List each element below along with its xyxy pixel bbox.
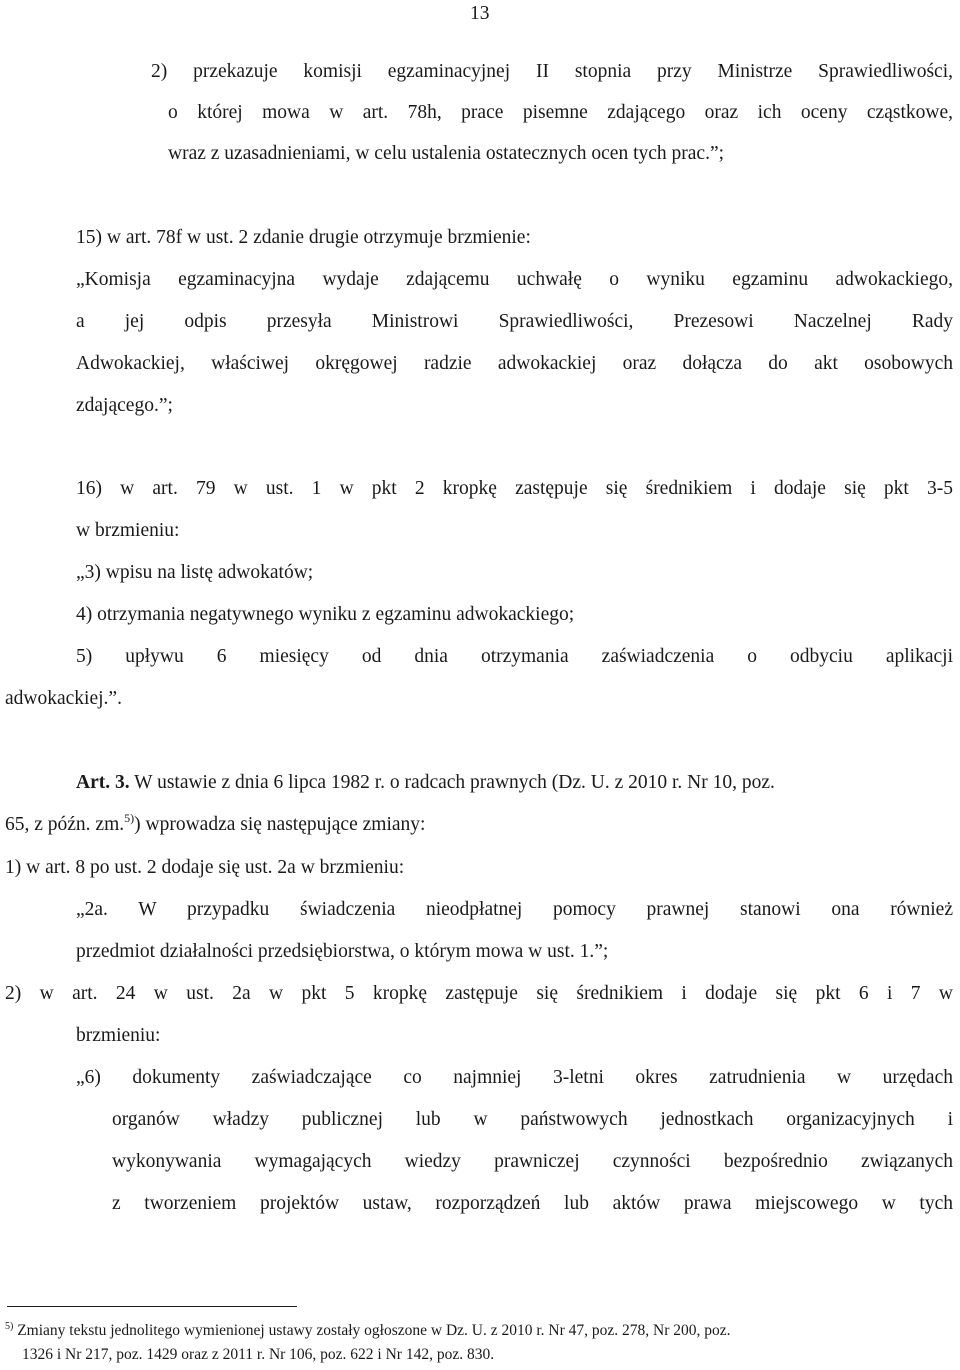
text-segment: W ustawie z dnia 6 lipca 1982 r. o radcach prawnych (Dz. U. z 2010 r. Nr 10, poz. <box>134 772 775 793</box>
article-heading-line <box>76 773 775 793</box>
text-line: a jej odpis przesyła Ministrowi Sprawiedliwości, Prezesowi Naczelnej Rady <box>76 311 953 332</box>
footnote <box>5 1323 731 1339</box>
text-line: „3) wpisu na listę adwokatów; <box>76 562 314 583</box>
text-line: „6) dokumenty zaświadczające co najmniej 3-letni okres zatrudnienia w urzędach <box>76 1067 953 1088</box>
text-line: 1) w art. 8 po ust. 2 dodaje się ust. 2a w brzmieniu: <box>5 857 405 878</box>
text-line: 15) w art. 78f w ust. 2 zdanie drugie otrzymuje brzmienie: <box>76 227 531 248</box>
text-line: w brzmieniu: <box>76 520 180 541</box>
text-line: 16) w art. 79 w ust. 1 w pkt 2 kropkę zastępuje się średnikiem i dodaje się pkt 3-5 <box>76 478 953 499</box>
footnote-text: 1326 i Nr 217, poz. 1429 oraz z 2011 r. Nr 106, poz. 622 i Nr 142, poz. 830. <box>22 1346 495 1363</box>
text-line: o której mowa w art. 78h, prace pisemne zdającego oraz ich oceny cząstkowe, <box>168 102 953 123</box>
text-line: przedmiot działalności przedsiębiorstwa, o którym mowa w ust. 1.”; <box>76 941 609 962</box>
article-label: Art. 3. <box>76 772 130 793</box>
footnote-marker: 5) <box>5 1321 14 1332</box>
footnote-divider <box>7 1306 297 1307</box>
text-line: Adwokackiej, właściwej okręgowej radzie adwokackiej oraz dołącza do akt osobowych <box>76 353 953 374</box>
text-segment: ) wprowadza się następujące zmiany: <box>134 814 426 835</box>
text-line: 2) przekazuje komisji egzaminacyjnej II stopnia przy Ministrze Sprawiedliwości, <box>151 61 953 82</box>
text-line: „Komisja egzaminacyjna wydaje zdającemu uchwałę o wyniku egzaminu adwokackiego, <box>76 269 953 290</box>
footnote-ref: 5) <box>124 811 135 825</box>
text-line: „2a. W przypadku świadczenia nieodpłatnej pomocy prawnej stanowi ona również <box>76 899 953 920</box>
text-line: brzmieniu: <box>76 1025 161 1046</box>
text-line: 2) w art. 24 w ust. 2a w pkt 5 kropkę zastępuje się średnikiem i dodaje się pkt 6 i 7 w <box>5 983 953 1004</box>
text-line: zdającego.”; <box>76 395 173 416</box>
text-line <box>5 811 426 835</box>
text-line: z tworzeniem projektów ustaw, rozporządzeń lub aktów prawa miejscowego w tych <box>112 1193 953 1214</box>
text-line: 4) otrzymania negatywnego wyniku z egzaminu adwokackiego; <box>76 604 575 625</box>
text-line: wraz z uzasadnieniami, w celu ustalenia ostatecznych ocen tych prac.”; <box>168 143 725 164</box>
text-line: adwokackiej.”. <box>5 688 122 709</box>
page-number: 13 <box>470 3 490 24</box>
text-line: wykonywania wymagających wiedzy prawniczej czynności bezpośrednio związanych <box>112 1151 953 1172</box>
text-line: 5) upływu 6 miesięcy od dnia otrzymania zaświadczenia o odbyciu aplikacji <box>76 646 953 667</box>
text-line: organów władzy publicznej lub w państwowych jednostkach organizacyjnych i <box>112 1109 953 1130</box>
text-segment: 65, z późn. zm. <box>5 814 125 835</box>
footnote-text: Zmiany tekstu jednolitego wymienionej ustawy zostały ogłoszone w Dz. U. z 2010 r. Nr 47, poz. 278, Nr 200, poz. <box>17 1322 731 1339</box>
